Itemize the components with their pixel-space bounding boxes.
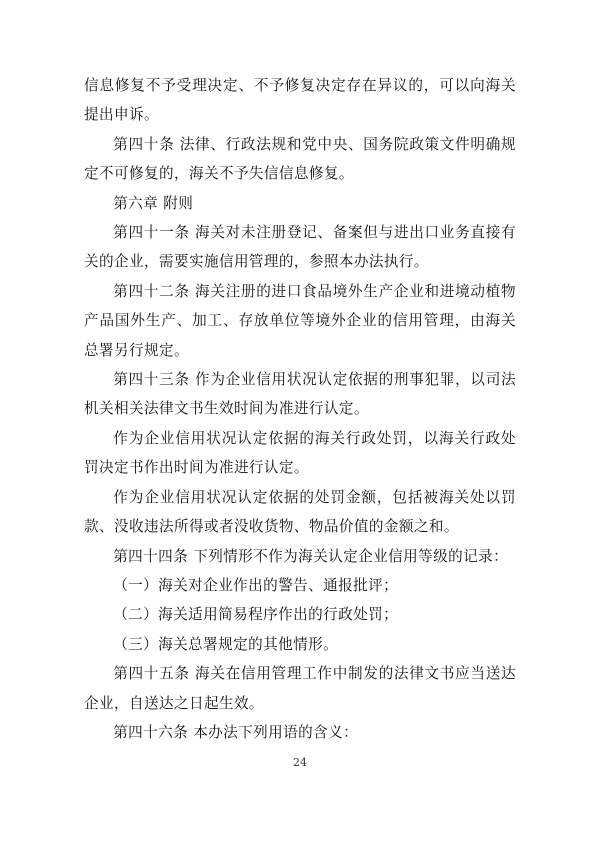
document-body [84, 71, 516, 747]
paragraph-continuation: 信息修复不予受理决定、不予修复决定存在异议的，可以向海关提出申诉。 [84, 77, 516, 124]
article-42: 第四十二条 海关注册的进口食品境外生产企业和进境动植物产品国外生产、加工、存放单位等境外企业的信用管理，由海关总署另行规定。 [84, 282, 516, 359]
article-44-item-2: （二）海关适用简易程序作出的行政处罚； [113, 606, 399, 624]
article-40: 第四十条 法律、行政法规和党中央、国务院政策文件明确规定不可修复的，海关不予失信信息修复。 [84, 135, 516, 183]
article-44-item-1: （一）海关对企业作出的警告、通报批评； [113, 576, 399, 594]
page-number: 24 [293, 756, 307, 769]
article-44: 第四十四条 下列情形不作为海关认定企业信用等级的记录： [113, 547, 509, 565]
article-43-para-3: 作为企业信用状况认定依据的处罚金额，包括被海关处以罚款、没收违法所得或者没收货物、物品价值的金额之和。 [84, 488, 516, 536]
article-43: 第四十三条 作为企业信用状况认定依据的刑事犯罪，以司法机关相关法律文书生效时间为准进行认定。 [84, 371, 516, 418]
article-43-para-2: 作为企业信用状况认定依据的海关行政处罚，以海关行政处罚决定书作出时间为准进行认定。 [84, 429, 516, 477]
article-45: 第四十五条 海关在信用管理工作中制发的法律文书应当送达企业，自送达之日起生效。 [84, 665, 516, 712]
chapter-6-heading: 第六章 附则 [113, 194, 194, 212]
article-44-item-3: （三）海关总署规定的其他情形。 [113, 635, 339, 653]
article-41: 第四十一条 海关对未注册登记、备案但与进出口业务直接有关的企业，需要实施信用管理的，参照本办法执行。 [84, 224, 516, 271]
article-46: 第四十六条 本办法下列用语的含义： [113, 723, 359, 741]
